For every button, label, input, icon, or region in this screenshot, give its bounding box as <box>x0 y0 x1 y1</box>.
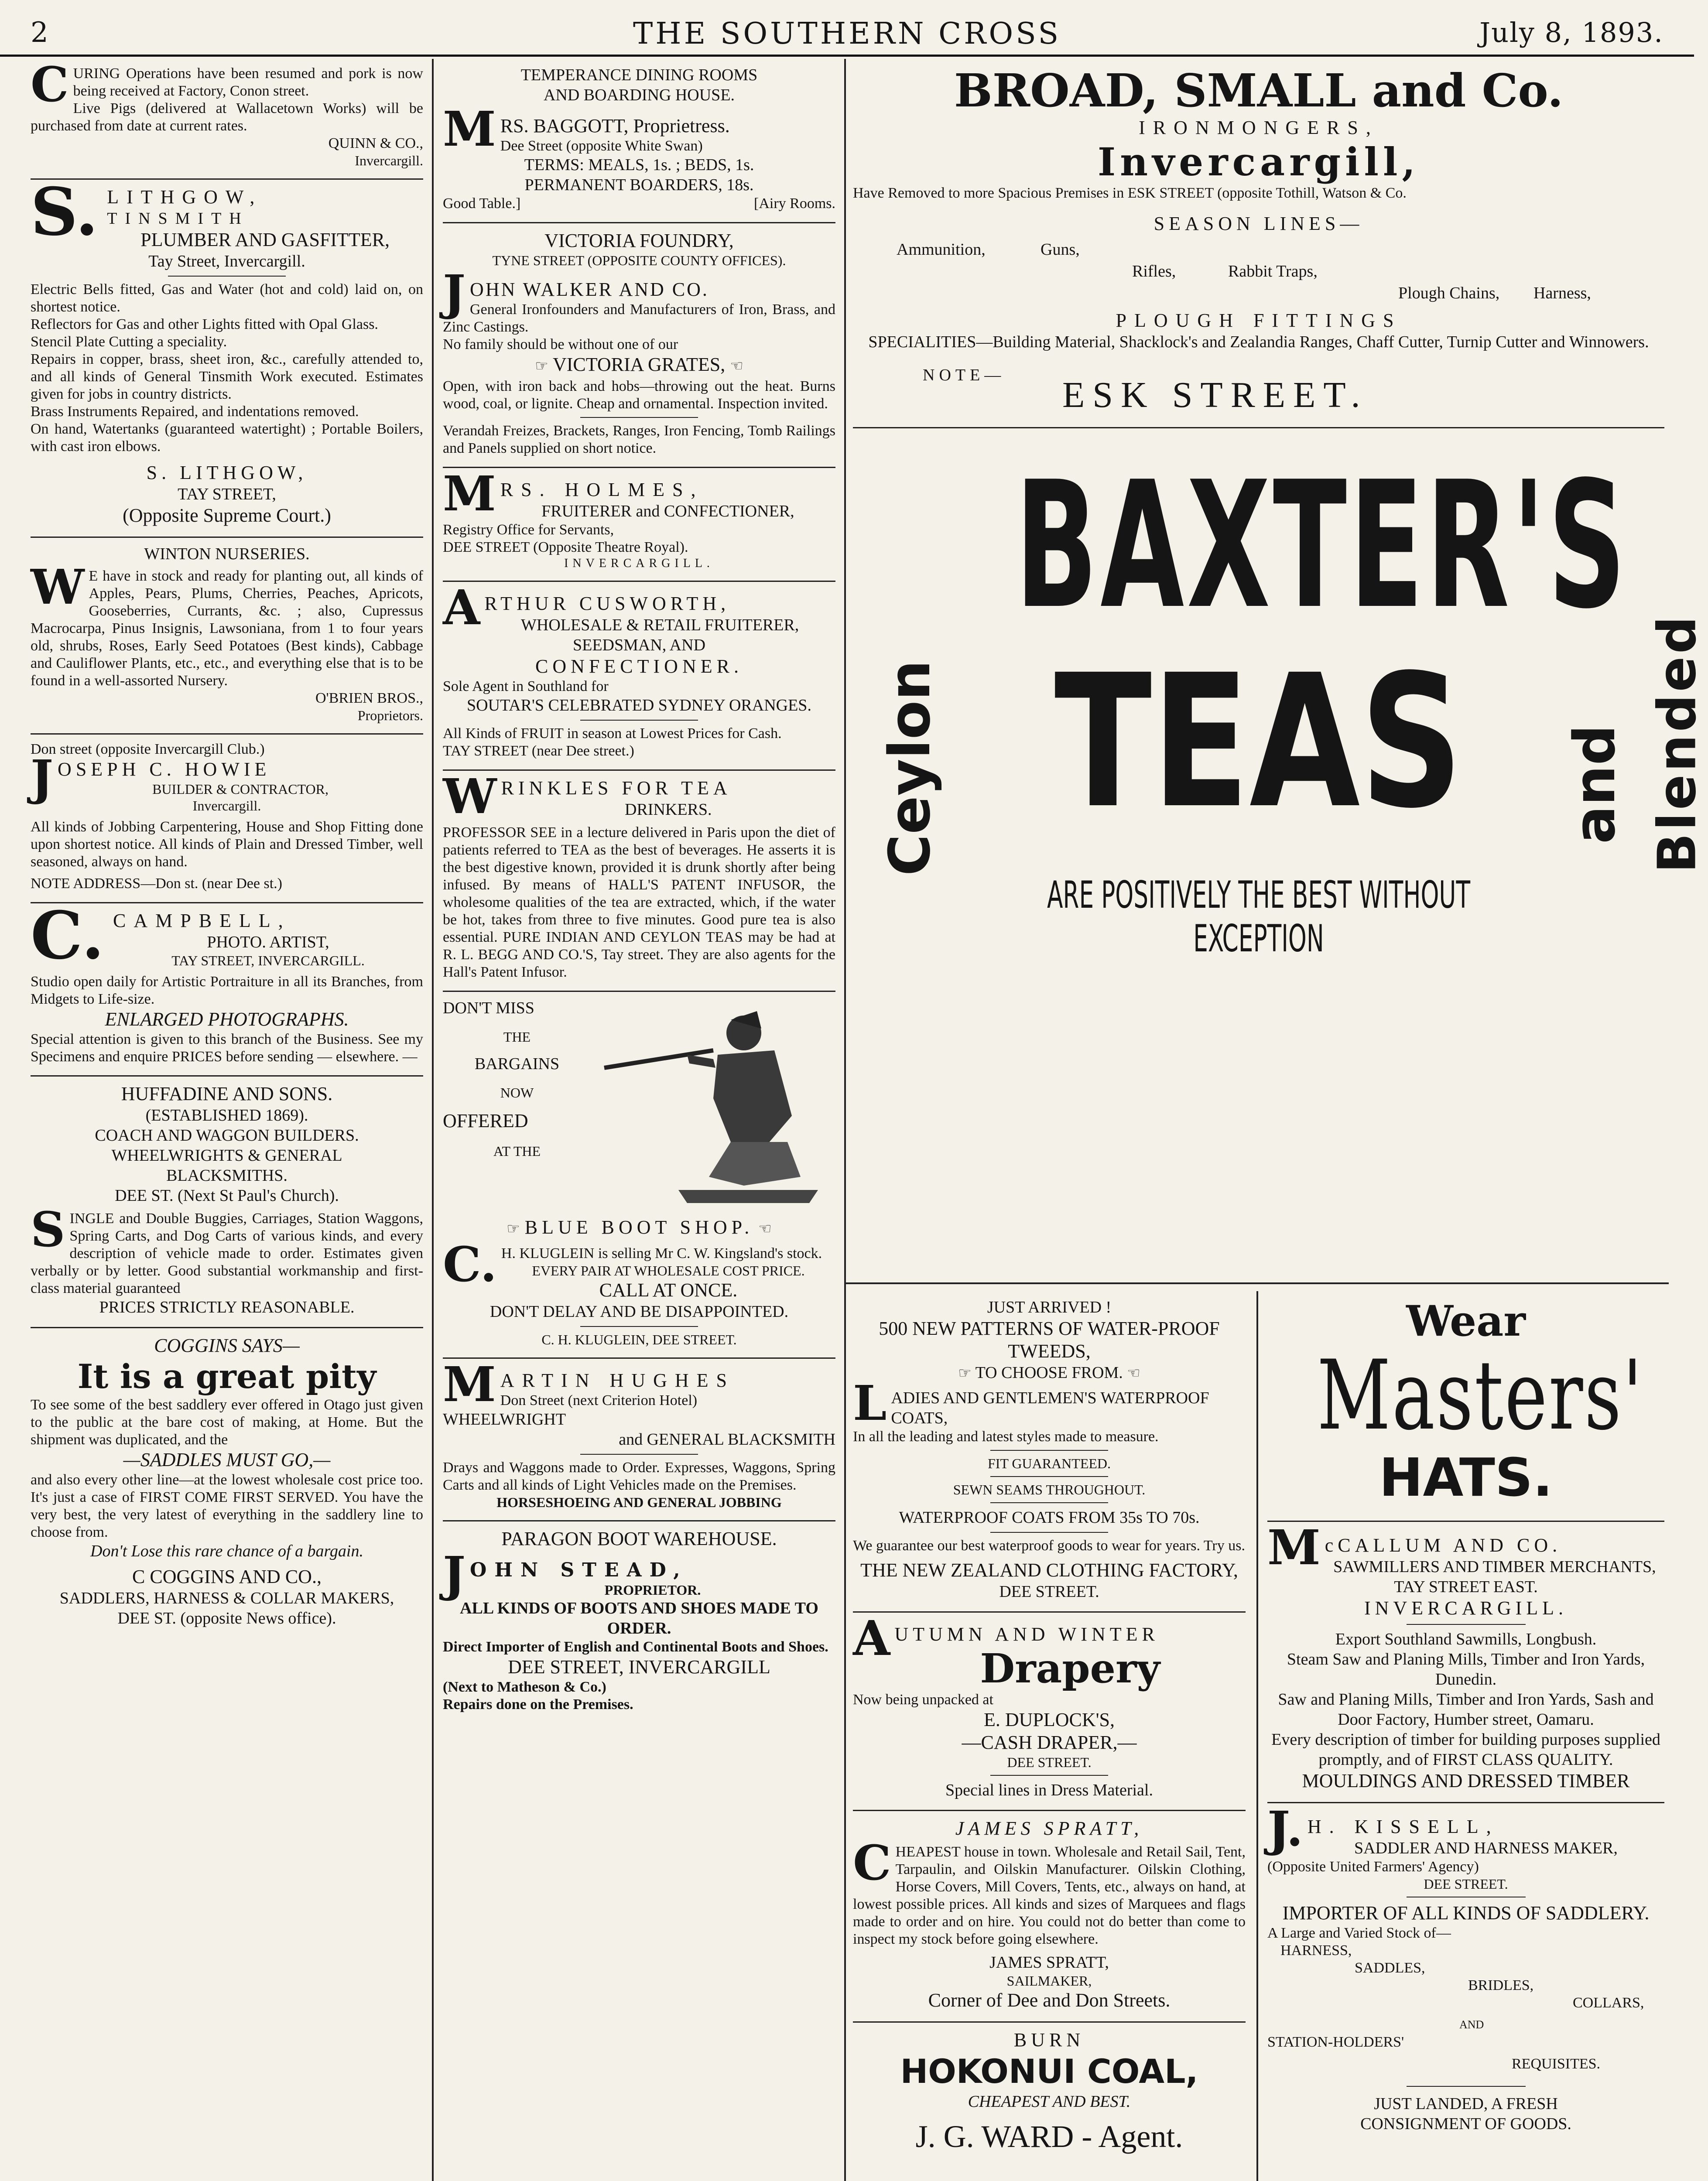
ad-text: All kinds of Jobbing Carpentering, House and Shop Fitting done upon shortest notice. All kinds of Plain and Dressed Timber, well seasoned, always on hand. <box>31 819 423 870</box>
drop-cap: L <box>853 1375 887 1431</box>
ad-heading: JUST ARRIVED ! <box>987 1298 1112 1316</box>
drop-cap: W <box>31 559 85 615</box>
initial-letter: S. <box>31 174 99 250</box>
ad-text: We guarantee our best waterproof goods to wear for years. Try us. <box>853 1538 1245 1554</box>
ad-text: SPECIALITIES—Building Material, Shacklock's and Zealandia Ranges, Chaff Cutter, Turnip Cutter and Winnowers. <box>868 333 1649 351</box>
ad-text: In all the leading and latest styles made to measure. <box>853 1429 1159 1445</box>
product-subtitle: HATS. <box>1379 1448 1553 1508</box>
drop-cap: M <box>443 465 496 522</box>
town: Invercargill, <box>1097 139 1420 185</box>
ad-signature: SADDLERS, HARNESS & COLLAR MAKERS, <box>59 1589 394 1607</box>
column-4 <box>1267 1291 1664 2181</box>
ad-signature: DEE ST. (opposite News office). <box>117 1609 336 1627</box>
advertiser-name: ARTIN HUGHES <box>500 1370 735 1391</box>
ad-heading: TEMPERANCE DINING ROOMS <box>520 66 758 84</box>
ad-text: On hand, Watertanks (guaranteed watertight) ; Portable Boilers, with cast iron elbows. <box>31 421 423 455</box>
drop-cap: M <box>443 101 496 157</box>
item: COLLARS, <box>1573 1995 1644 2011</box>
ad-hughes <box>443 1356 835 1521</box>
ad-signature: SAILMAKER, <box>1006 1973 1092 1989</box>
advertiser-name: LITHGOW, <box>107 186 263 208</box>
ad-masters-hats <box>1267 1291 1664 1522</box>
ad-nz-clothing <box>853 1291 1246 1613</box>
trade-line: CONFECTIONER. <box>535 656 743 677</box>
rifleman-illustration <box>600 1002 827 1212</box>
firm-name: BROAD, SMALL and Co. <box>954 64 1564 117</box>
item: Guns, <box>1041 240 1080 259</box>
ad-hokonui-coal <box>853 2023 1246 2165</box>
product-title: Masters' <box>1317 1340 1644 1451</box>
ad-headline: It is a great pity <box>77 1357 377 1396</box>
ad-text: HEAPEST house in town. Wholesale and Retail Sail, Tent, Tarpaulin, and Oilskin Manufacturer. Oilskin Clothing, Horse Covers, Mill Covers, Tents, etc., always on hand, at lowest possible prices. All kinds and sizes of Marquees and flags made to order and on hire. You could not do better than come to inspect my stock before going elsewhere. <box>853 1844 1246 1947</box>
ad-text: Good Table.] <box>443 195 521 212</box>
ad-signature: TAY STREET, <box>178 485 276 503</box>
item: Harness, <box>1533 284 1591 302</box>
item: REQUISITES. <box>1512 2056 1601 2072</box>
pointing-hand-icon: ☜ <box>730 358 743 374</box>
ad-text: All Kinds of FRUIT in season at Lowest Prices for Cash. <box>443 725 782 742</box>
ad-spratt <box>853 1811 1246 2023</box>
column-rule <box>1256 1291 1258 2181</box>
newspaper-title: THE SOUTHERN CROSS <box>633 17 1061 51</box>
ad-heading: UTUMN AND WINTER <box>894 1624 1159 1645</box>
ad-heading: SEASON LINES— <box>1153 213 1364 234</box>
ad-winton-nurseries <box>31 538 423 735</box>
ad-heading: Wear <box>1406 1296 1526 1346</box>
ad-heading: —SADDLES MUST GO,— <box>123 1449 331 1470</box>
item: Ammunition, <box>897 240 986 259</box>
trade-line: WHEELWRIGHT <box>443 1410 566 1429</box>
ad-heading: ENLARGED PHOTOGRAPHS. <box>105 1008 349 1030</box>
town: INVERCARGILL. <box>564 557 714 570</box>
ad-text: General Ironfounders and Manufacturers of Iron, Brass, and Zinc Castings. <box>443 301 835 335</box>
address: Don Street (next Criterion Hotel) <box>500 1392 698 1408</box>
ad-signature: O'BRIEN BROS., <box>315 690 423 706</box>
ad-signature: QUINN & CO., <box>328 135 423 151</box>
ad-heading: 500 NEW PATTERNS OF WATER-PROOF TWEEDS, <box>879 1318 1220 1362</box>
ad-text: Stencil Plate Cutting a speciality. <box>31 334 227 350</box>
ad-text: DON'T MISS <box>443 999 534 1017</box>
item: AND <box>1459 2018 1484 2031</box>
ad-headline: Drapery <box>980 1645 1160 1692</box>
ad-broad-small <box>853 59 1664 428</box>
ad-text: Open, with iron back and hobs—throwing out the heat. Burns wood, coal, or lignite. Cheap and ornamental. Inspection invited. <box>443 378 835 412</box>
ad-coggins <box>31 1328 423 1638</box>
ad-text: THE <box>503 1029 531 1045</box>
ad-text: Drays and Waggons made to Order. Expresses, Waggons, Spring Carts and all kinds of Light Vehicles made on the Premises. <box>443 1460 835 1493</box>
column-1 <box>31 56 423 2181</box>
ad-heading: ADIES AND GENTLEMEN'S WATERPROOF COATS, <box>891 1389 1209 1427</box>
address: DEE STREET, INVERCARGILL <box>508 1656 770 1678</box>
ad-heading: PLOUGH FITTINGS <box>1116 310 1402 331</box>
ad-heading: VICTORIA GRATES, <box>552 354 726 375</box>
pointing-hand-icon: ☜ <box>1127 1365 1140 1381</box>
trade-line: SADDLER AND HARNESS MAKER, <box>1354 1839 1618 1857</box>
ad-text: Steam Saw and Planing Mills, Timber and Iron Yards, Dunedin. <box>1287 1650 1645 1689</box>
address: DEE STREET. <box>999 1583 1099 1601</box>
drop-cap: J <box>443 264 466 321</box>
ad-note: NOTE ADDRESS—Don st. (near Dee st.) <box>31 875 282 892</box>
ad-heading: DRINKERS. <box>625 800 712 819</box>
address: TAY STREET (near Dee street.) <box>443 743 634 759</box>
town: INVERCARGILL. <box>1364 1597 1568 1619</box>
drop-cap: A <box>853 1610 890 1666</box>
drop-cap: C <box>31 56 69 113</box>
column-2 <box>443 59 835 2181</box>
ad-text: Electric Bells fitted, Gas and Water (hot and cold) laid on, on shortest notice. <box>31 281 423 315</box>
ad-heading: WINTON NURSERIES. <box>144 545 310 563</box>
trade-line: WHOLESALE & RETAIL FRUITERER, <box>521 616 799 634</box>
ad-text: Direct Importer of English and Continental Boots and Shoes. <box>443 1639 828 1655</box>
ad-signature: JAMES SPRATT, <box>989 1953 1109 1972</box>
ad-text: Studio open daily for Artistic Portraiture in all its Branches, from Midgets to Life-size. <box>31 974 423 1007</box>
trade-line: and GENERAL BLACKSMITH <box>619 1430 835 1449</box>
ad-text: Don street (opposite Invercargill Club.) <box>31 741 265 757</box>
advertiser-name: cCALLUM AND CO. <box>1325 1535 1562 1556</box>
ad-huffadine <box>31 1077 423 1328</box>
address: DEE ST. (Next St Paul's Church). <box>115 1186 339 1205</box>
ad-text: [Airy Rooms. <box>754 195 835 212</box>
ad-tagline: CHEAPEST AND BEST. <box>968 2092 1131 2111</box>
trade-line: —CASH DRAPER,— <box>962 1732 1137 1753</box>
ad-text: Verandah Freizes, Brackets, Ranges, Iron Fencing, Tomb Railings and Panels supplied on short notice. <box>443 423 835 456</box>
ad-text: E have in stock and ready for planting out, all kinds of Apples, Pears, Plums, Cherries, Peaches, Apricots, Gooseberries, Currants, &c. ; also, Cupressus Macrocarpa, Pinus Insignis, Lawsoniana, from 1 to four years old, shrubs, Roses, Early Seed Potatoes (Best kinds), Cabbage and Cauliflower Plants, etc., etc., and everything else that is to be found in a well-assorted Nursery. <box>31 568 423 689</box>
ad-text: Every description of timber for building purposes supplied promptly, and of FIRST CLASS QUALITY. <box>1271 1730 1660 1769</box>
ad-lithgow <box>31 174 423 538</box>
drop-cap: J <box>31 749 54 806</box>
vertical-label: Ceylon <box>876 660 943 876</box>
ad-text: (Next to Matheson & Co.) <box>443 1679 606 1695</box>
ad-campbell <box>31 897 423 1077</box>
column-3 <box>853 1291 1246 2181</box>
street-name: ESK STREET. <box>1062 375 1368 415</box>
ad-text: Saw and Planing Mills, Timber and Iron Yards, Sash and Door Factory, Humber street, Oamaru. <box>1278 1690 1654 1729</box>
section-rule <box>844 1282 1669 1284</box>
address: DEE STREET. <box>1007 1754 1092 1770</box>
ad-text: Export Southland Sawmills, Longbush. <box>1335 1630 1597 1648</box>
trade-line: PLUMBER AND GASFITTER, <box>140 229 390 250</box>
product-title: HOKONUI COAL, <box>900 2052 1198 2091</box>
ad-heading: AND BOARDING HOUSE. <box>543 86 735 104</box>
ad-heading: IMPORTER OF ALL KINDS OF SADDLERY. <box>1282 1902 1650 1924</box>
ad-heading: JAMES SPRATT, <box>955 1818 1143 1839</box>
ad-text: JUST LANDED, A FRESH <box>1374 2095 1558 2113</box>
ad-heading: RINKLES FOR TEA <box>501 777 732 799</box>
slogan: ARE POSITIVELY THE BEST WITHOUT EXCEPTION <box>1047 873 1471 961</box>
ad-cusworth <box>443 579 835 771</box>
established: (ESTABLISHED 1869). <box>145 1106 308 1125</box>
advertiser-name: OHN WALKER AND CO. <box>470 279 709 300</box>
ad-quinn <box>31 56 423 180</box>
trade-line: WHEELWRIGHTS & GENERAL <box>111 1146 342 1165</box>
item: BRIDLES, <box>1468 1977 1534 1993</box>
ad-signature: C COGGINS AND CO., <box>132 1566 322 1587</box>
ad-signature: (Opposite Supreme Court.) <box>123 505 331 526</box>
proprietor-line: PROPRIETOR. <box>604 1582 701 1598</box>
ad-kissell <box>1267 1803 1664 2143</box>
ad-text: Special lines in Dress Material. <box>945 1781 1153 1799</box>
ad-footer: HORSESHOEING AND GENERAL JOBBING <box>496 1494 782 1510</box>
ad-text: SOUTAR'S CELEBRATED SYDNEY ORANGES. <box>467 696 811 714</box>
drop-cap: C <box>853 1835 891 1891</box>
ad-signature: Proprietors. <box>357 708 423 723</box>
item: Rabbit Traps, <box>1228 262 1318 280</box>
ad-tagline: Don't Lose this rare chance of a bargain. <box>90 1542 363 1560</box>
ad-howie <box>31 735 423 903</box>
ad-text: ALL KINDS OF BOOTS AND SHOES MADE TO ORDER. <box>460 1599 818 1637</box>
drop-cap: J <box>443 1546 466 1602</box>
item: SADDLES, <box>1355 1960 1425 1976</box>
advertiser-name: CAMPBELL, <box>113 910 291 931</box>
ad-heading: VICTORIA FOUNDRY, <box>544 230 734 251</box>
drop-cap: M <box>1267 1519 1321 1576</box>
ad-text: Repairs in copper, brass, sheet iron, &c., carefully attended to, and all kinds of General Tinsmith Work executed. Estimates given for jobs in country districts. <box>31 351 423 402</box>
item: Rifles, <box>1132 262 1176 280</box>
ad-text: EVERY PAIR AT WHOLESALE COST PRICE. <box>532 1263 805 1279</box>
pointing-hand-icon: ☜ <box>758 1221 772 1237</box>
advertiser-name: RS. HOLMES, <box>500 479 704 500</box>
trade-line: SEEDSMAN, AND <box>572 636 706 654</box>
ad-heading: TO CHOOSE FROM. <box>975 1364 1123 1382</box>
address: Dee Street (opposite White Swan) <box>500 138 703 154</box>
ad-text: OFFERED <box>443 1110 528 1132</box>
column-rule <box>844 59 846 2181</box>
ad-text: URING Operations have been resumed and pork is now being received at Factory, Conon street. <box>73 65 423 99</box>
ad-paragon-boot <box>443 1521 835 1723</box>
ad-mccallum <box>1267 1519 1664 1803</box>
ad-text: To see some of the best saddlery ever offered in Otago just given to the public at the bare cost of making, at Home. But the shipment was duplicated, and the <box>31 1397 423 1448</box>
vertical-label: and <box>1561 725 1628 844</box>
ad-heading: COGGINS SAYS— <box>154 1335 300 1356</box>
item: STATION-HOLDERS' <box>1267 2034 1404 2050</box>
trade-line: BLACKSMITHS. <box>166 1166 288 1185</box>
ad-signature: Invercargill. <box>355 153 423 168</box>
ad-text: Have Removed to more Spacious Premises in ESK STREET (opposite Tothill, Watson & Co. <box>853 185 1407 201</box>
issue-date: July 8, 1893. <box>1479 17 1664 48</box>
ad-text: Brass Instruments Repaired, and indentations removed. <box>31 403 359 420</box>
ad-holmes <box>443 465 835 582</box>
ad-text: (Opposite United Farmers' Agency) <box>1267 1859 1479 1875</box>
pointing-hand-icon: ☞ <box>535 358 548 374</box>
ad-blue-boot <box>443 992 835 1359</box>
drop-cap: A <box>443 579 480 636</box>
address: TAY STREET, INVERCARGILL. <box>171 953 365 968</box>
advertiser-name: E. DUPLOCK'S, <box>983 1709 1115 1730</box>
ad-text: SEWN SEAMS THROUGHOUT. <box>953 1482 1146 1497</box>
ad-duplock <box>853 1610 1246 1811</box>
right-upper-section <box>853 59 1708 1280</box>
ad-text: Special attention is given to this branch of the Business. See my Specimens and enquire PRICES before sending — elsewhere. — <box>31 1031 423 1065</box>
ad-text: TERMS: MEALS, 1s. ; BEDS, 1s. <box>524 156 754 174</box>
shop-name: BLUE BOOT SHOP. <box>524 1217 754 1238</box>
ad-text: Registry Office for Servants, <box>443 522 614 538</box>
column-rule <box>432 59 434 2181</box>
ad-heading: HUFFADINE AND SONS. <box>121 1083 333 1104</box>
ad-text: MOULDINGS AND DRESSED TIMBER <box>1302 1770 1630 1791</box>
drop-cap: C. <box>443 1236 497 1292</box>
ad-text: PROFESSOR SEE in a lecture delivered in Paris upon the diet of patients referred to TEA as the best of beverages. He asserts it is the best digestive known, provided it is drunk shortly after being infused. By means of HALL'S PATENT INFUSOR, the wholesome qualities of the tea are extracted, which, if the water be hot, takes from three to five minutes. Good pure tea is also essential. PURE INDIAN AND CEYLON TEAS may be had at R. L. BEGG AND CO.'S, Tay street. They are also agents for the Hall's Patent Infusor. <box>443 824 835 980</box>
ad-footer: PRICES STRICTLY REASONABLE. <box>99 1298 355 1316</box>
ad-text: Sole Agent in Southland for <box>443 678 609 694</box>
ad-text: INGLE and Double Buggies, Carriages, Station Waggons, Spring Carts, and Dog Carts of various kinds, and every description of vehicle made to order. Estimates given verbally or by letter. Good substantial workmanship and first-class material guaranteed <box>31 1210 423 1296</box>
ad-text: CALL AT ONCE. <box>599 1279 738 1301</box>
ad-baxters-teas <box>853 428 1708 961</box>
ad-signature: C. H. KLUGLEIN, DEE STREET. <box>541 1332 737 1347</box>
ad-text: and also every other line—at the lowest wholesale cost price too. It's just a case of FIRST COME FIRST SERVED. You have the very best, the very latest of everything in the saddlery line to choose from. <box>31 1472 423 1540</box>
vertical-label: Blended <box>1647 613 1708 873</box>
ad-signature: S. LITHGOW, <box>146 462 308 483</box>
ad-note: NOTE— <box>923 366 1006 384</box>
pointing-hand-icon: ☞ <box>958 1365 972 1381</box>
ad-heading: PARAGON BOOT WAREHOUSE. <box>501 1528 777 1549</box>
drop-cap: S <box>31 1201 65 1258</box>
drop-cap: M <box>443 1356 496 1412</box>
page-number: 2 <box>31 17 48 49</box>
ad-text: Reflectors for Gas and other Lights fitted with Opal Glass. <box>31 316 378 332</box>
trade-line: PHOTO. ARTIST, <box>207 933 329 951</box>
town: Invercargill. <box>192 798 261 814</box>
advertiser-name: H. KISSELL, <box>1307 1816 1499 1837</box>
trade-line: FRUITERER and CONFECTIONER, <box>541 502 794 520</box>
item: HARNESS, <box>1280 1942 1352 1959</box>
ad-footer: Repairs done on the Premises. <box>443 1696 633 1713</box>
ad-text: NOW <box>500 1085 534 1101</box>
ad-text: Now being unpacked at <box>853 1692 993 1708</box>
trade-line: COACH AND WAGGON BUILDERS. <box>95 1126 359 1145</box>
address: TYNE STREET (OPPOSITE COUNTY OFFICES). <box>492 253 786 268</box>
ad-text: WATERPROOF COATS FROM 35s TO 70s. <box>899 1508 1200 1527</box>
ad-heading: BURN <box>1013 2029 1085 2051</box>
address: TAY STREET EAST. <box>1394 1578 1538 1596</box>
ad-text: A Large and Varied Stock of— <box>1267 1925 1451 1941</box>
agent-line: J. G. WARD - Agent. <box>915 2119 1183 2154</box>
item: Plough Chains, <box>1398 284 1500 302</box>
trade-line: BUILDER & CONTRACTOR, <box>152 781 329 797</box>
ad-text: Live Pigs (delivered at Wallacetown Works) will be purchased from date at current rates. <box>31 100 423 134</box>
pointing-hand-icon: ☞ <box>507 1221 520 1237</box>
brand-title: BAXTER'S <box>1015 444 1629 647</box>
ad-victoria-foundry <box>443 223 835 468</box>
drop-cap: W <box>443 768 497 824</box>
advertiser-name: RTHUR CUSWORTH, <box>484 593 730 614</box>
ad-text: H. KLUGLEIN is selling Mr C. W. Kingsland's stock. <box>501 1245 822 1261</box>
advertiser-name: RS. BAGGOTT, Proprietress. <box>500 115 730 137</box>
ad-text: FIT GUARANTEED. <box>987 1456 1111 1471</box>
firm-name: THE NEW ZEALAND CLOTHING FACTORY, <box>860 1559 1238 1581</box>
ad-wrinkles <box>443 768 835 992</box>
ad-text: AT THE <box>493 1143 541 1159</box>
drop-cap: J. <box>1267 1801 1303 1857</box>
trade-line: TINSMITH <box>107 209 249 228</box>
product-title: TEAS <box>1054 636 1463 849</box>
ad-text: No family should be without one of our <box>443 336 678 352</box>
advertiser-name: OHN STEAD, <box>470 1559 688 1581</box>
ad-baggott <box>443 59 835 223</box>
trade-line: IRONMONGERS, <box>1139 117 1379 138</box>
masthead <box>0 0 1694 57</box>
ad-text: PERMANENT BOARDERS, 18s. <box>524 176 754 194</box>
advertiser-name: OSEPH C. HOWIE <box>58 759 271 780</box>
address: Corner of Dee and Don Streets. <box>928 1990 1171 2011</box>
trade-line: SAWMILLERS AND TIMBER MERCHANTS, <box>1333 1558 1656 1576</box>
address: Tay Street, Invercargill. <box>148 252 305 270</box>
ad-text: BARGAINS <box>474 1055 560 1073</box>
address: DEE STREET (Opposite Theatre Royal). <box>443 539 688 555</box>
initial-letter: C. <box>31 897 104 974</box>
address: DEE STREET. <box>1424 1876 1508 1892</box>
ad-text: DON'T DELAY AND BE DISAPPOINTED. <box>489 1302 789 1321</box>
ad-text: CONSIGNMENT OF GOODS. <box>1360 2115 1571 2133</box>
